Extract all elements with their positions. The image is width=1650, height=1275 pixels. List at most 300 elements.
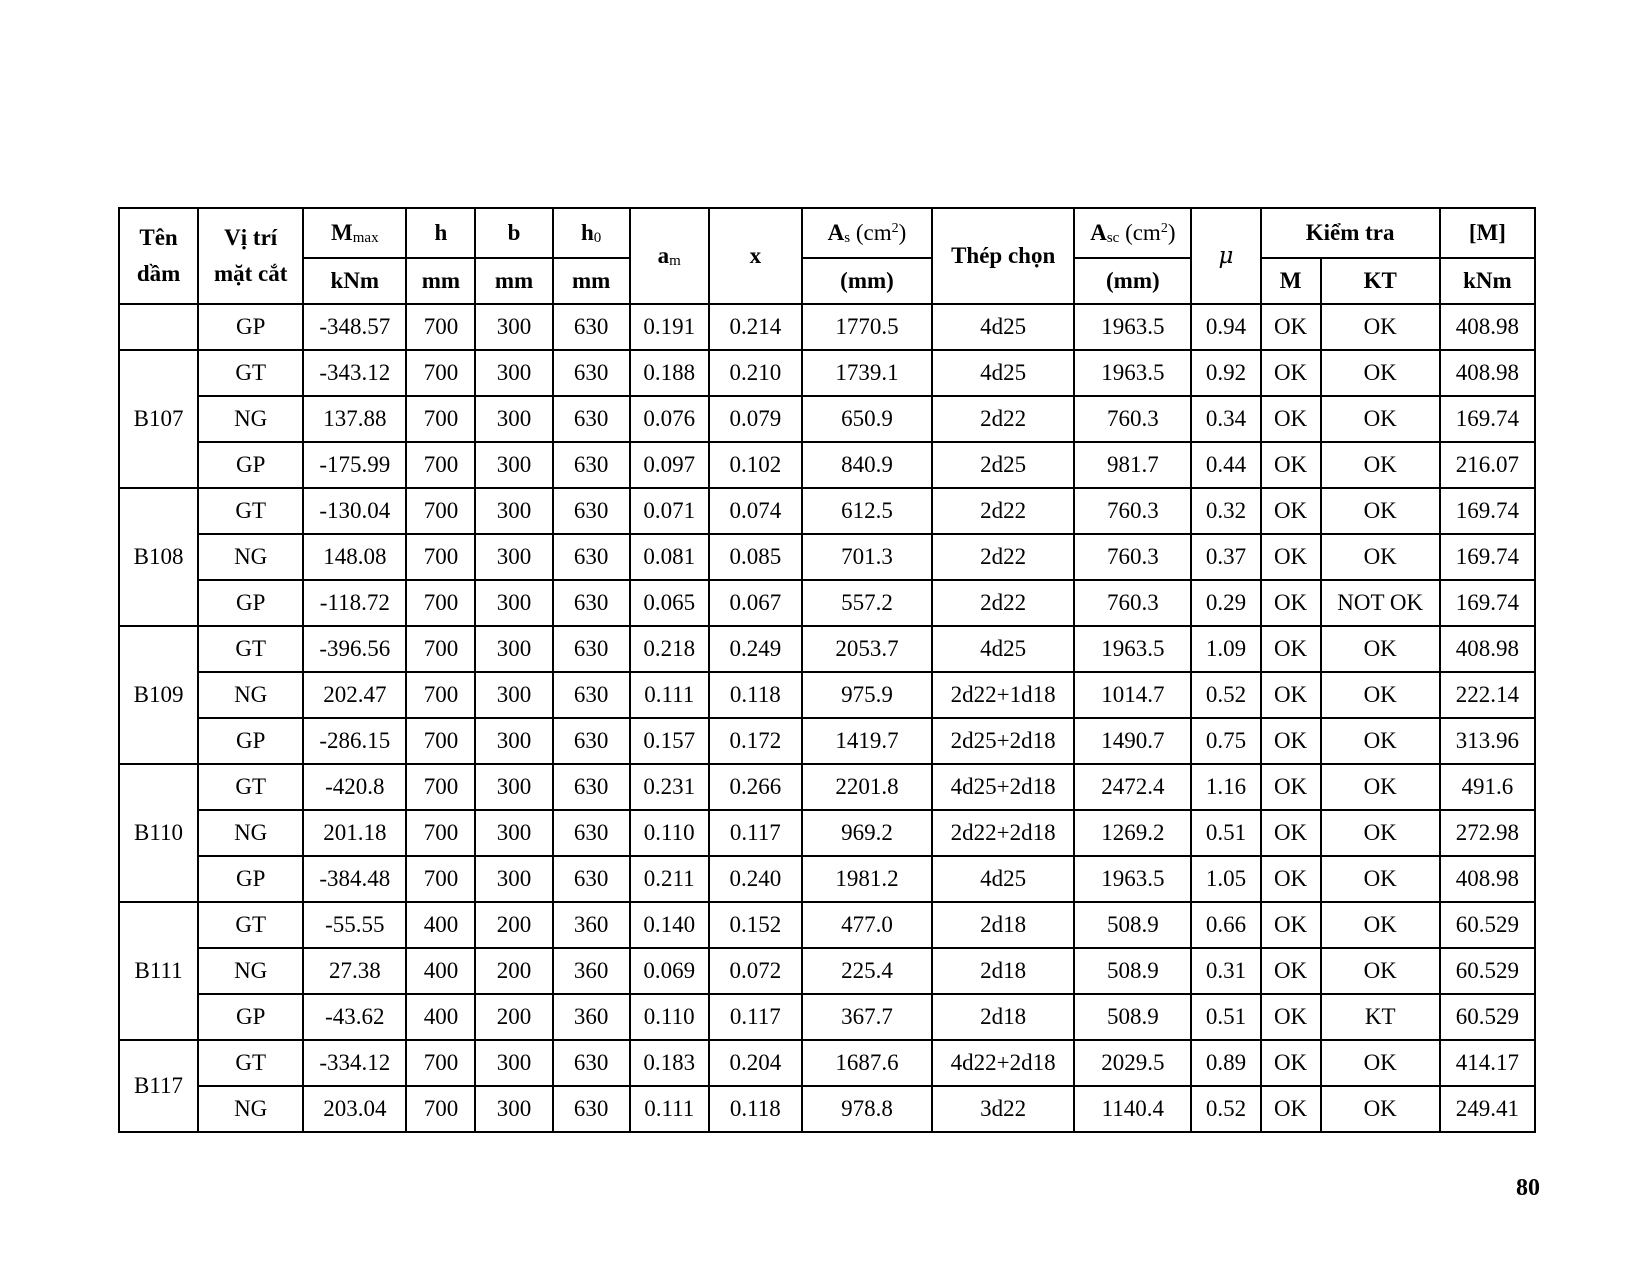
section-cell: GT [198, 1040, 303, 1086]
am-cell: 0.140 [630, 902, 709, 948]
x-cell: 0.118 [709, 1086, 802, 1132]
am-cell: 0.110 [630, 994, 709, 1040]
as-cell: 650.9 [802, 396, 932, 442]
asc-cell: 760.3 [1074, 488, 1191, 534]
steel-cell: 2d22 [932, 580, 1074, 626]
check-m-cell: OK [1261, 764, 1321, 810]
section-cell: NG [198, 948, 303, 994]
mmax-cell: -286.15 [303, 718, 406, 764]
m-allow-cell: 491.6 [1440, 764, 1535, 810]
header-check-kt: KT [1321, 258, 1440, 304]
table-row [119, 488, 1535, 534]
h-cell: 700 [406, 350, 475, 396]
table-row [119, 580, 1535, 626]
header-h-unit: mm [406, 258, 475, 304]
m-allow-cell: 169.74 [1440, 488, 1535, 534]
check-m-cell: OK [1261, 626, 1321, 672]
table-row [119, 304, 1535, 350]
header-beam-name: Tên dầm [119, 208, 198, 304]
x-cell: 0.079 [709, 396, 802, 442]
as-cell: 978.8 [802, 1086, 932, 1132]
steel-cell: 2d18 [932, 994, 1074, 1040]
x-cell: 0.249 [709, 626, 802, 672]
mmax-cell: 137.88 [303, 396, 406, 442]
asc-cell: 1963.5 [1074, 350, 1191, 396]
mmax-cell: -384.48 [303, 856, 406, 902]
check-m-cell: OK [1261, 304, 1321, 350]
b-cell: 300 [475, 1086, 552, 1132]
mu-cell: 1.16 [1191, 764, 1260, 810]
section-cell: NG [198, 1086, 303, 1132]
x-cell: 0.085 [709, 534, 802, 580]
as-cell: 975.9 [802, 672, 932, 718]
table-row [119, 396, 1535, 442]
table-row [119, 764, 1535, 810]
b-cell: 300 [475, 764, 552, 810]
section-cell: GT [198, 350, 303, 396]
mu-cell: 0.44 [1191, 442, 1260, 488]
x-cell: 0.214 [709, 304, 802, 350]
as-cell: 1687.6 [802, 1040, 932, 1086]
am-cell: 0.183 [630, 1040, 709, 1086]
am-cell: 0.065 [630, 580, 709, 626]
header-asc: $A_{sc}$ $(cm^2)$ [1074, 208, 1191, 258]
b-cell: 300 [475, 442, 552, 488]
h-cell: 700 [406, 718, 475, 764]
h0-cell: 630 [553, 350, 630, 396]
x-cell: 0.210 [709, 350, 802, 396]
mmax-cell: 203.04 [303, 1086, 406, 1132]
header-as: $A_s$ $(cm^2)$ [802, 208, 932, 258]
mu-cell: 1.05 [1191, 856, 1260, 902]
beam-name-cell: B111 [119, 902, 198, 1040]
h0-cell: 360 [553, 948, 630, 994]
check-kt-cell: OK [1321, 718, 1440, 764]
table-row [119, 1040, 1535, 1086]
table-row [119, 718, 1535, 764]
check-kt-cell: OK [1321, 350, 1440, 396]
h-cell: 700 [406, 626, 475, 672]
table-row [119, 810, 1535, 856]
h0-cell: 630 [553, 1086, 630, 1132]
h0-cell: 630 [553, 304, 630, 350]
h-cell: 700 [406, 534, 475, 580]
check-kt-cell: OK [1321, 948, 1440, 994]
am-cell: 0.097 [630, 442, 709, 488]
check-m-cell: OK [1261, 948, 1321, 994]
mu-cell: 0.51 [1191, 994, 1260, 1040]
h0-cell: 630 [553, 718, 630, 764]
header-am: $a_m$ [630, 208, 709, 304]
section-cell: GP [198, 718, 303, 764]
check-kt-cell: OK [1321, 304, 1440, 350]
mu-cell: 0.31 [1191, 948, 1260, 994]
m-allow-cell: 60.529 [1440, 994, 1535, 1040]
table-row [119, 994, 1535, 1040]
am-cell: 0.188 [630, 350, 709, 396]
table-row [119, 534, 1535, 580]
table-row [119, 902, 1535, 948]
m-allow-cell: 249.41 [1440, 1086, 1535, 1132]
mmax-cell: -343.12 [303, 350, 406, 396]
mmax-cell: -43.62 [303, 994, 406, 1040]
check-kt-cell: OK [1321, 672, 1440, 718]
section-cell: GP [198, 994, 303, 1040]
steel-cell: 4d25+2d18 [932, 764, 1074, 810]
am-cell: 0.191 [630, 304, 709, 350]
header-b: b [475, 208, 552, 258]
header-h: h [406, 208, 475, 258]
mmax-cell: 27.38 [303, 948, 406, 994]
header-asc-unit: (mm) [1074, 258, 1191, 304]
header-m-allow: [M] [1440, 208, 1535, 258]
check-kt-cell: OK [1321, 902, 1440, 948]
mmax-cell: -55.55 [303, 902, 406, 948]
check-kt-cell: OK [1321, 1086, 1440, 1132]
x-cell: 0.204 [709, 1040, 802, 1086]
header-as-unit: (mm) [802, 258, 932, 304]
steel-cell: 4d25 [932, 350, 1074, 396]
am-cell: 0.111 [630, 1086, 709, 1132]
steel-cell: 4d25 [932, 626, 1074, 672]
check-kt-cell: OK [1321, 810, 1440, 856]
check-kt-cell: KT [1321, 994, 1440, 1040]
am-cell: 0.111 [630, 672, 709, 718]
m-allow-cell: 169.74 [1440, 580, 1535, 626]
check-m-cell: OK [1261, 856, 1321, 902]
steel-cell: 2d22+1d18 [932, 672, 1074, 718]
x-cell: 0.067 [709, 580, 802, 626]
mu-cell: 0.34 [1191, 396, 1260, 442]
x-cell: 0.172 [709, 718, 802, 764]
h-cell: 400 [406, 948, 475, 994]
b-cell: 300 [475, 810, 552, 856]
b-cell: 300 [475, 672, 552, 718]
beam-name-cell [119, 304, 198, 350]
check-kt-cell: OK [1321, 856, 1440, 902]
m-allow-cell: 414.17 [1440, 1040, 1535, 1086]
x-cell: 0.118 [709, 672, 802, 718]
beam-name-cell: B108 [119, 488, 198, 626]
check-kt-cell: NOT OK [1321, 580, 1440, 626]
steel-cell: 2d25 [932, 442, 1074, 488]
header-x: x [709, 208, 802, 304]
am-cell: 0.069 [630, 948, 709, 994]
check-kt-cell: OK [1321, 396, 1440, 442]
am-cell: 0.231 [630, 764, 709, 810]
as-cell: 367.7 [802, 994, 932, 1040]
page-number: 80 [1516, 1175, 1540, 1201]
mmax-cell: -175.99 [303, 442, 406, 488]
b-cell: 200 [475, 994, 552, 1040]
beam-name-cell: B117 [119, 1040, 198, 1132]
section-cell: GP [198, 580, 303, 626]
as-cell: 557.2 [802, 580, 932, 626]
section-cell: GT [198, 764, 303, 810]
h-cell: 700 [406, 442, 475, 488]
beam-design-table [118, 207, 1536, 1133]
h0-cell: 630 [553, 442, 630, 488]
asc-cell: 1963.5 [1074, 856, 1191, 902]
section-cell: GT [198, 488, 303, 534]
check-kt-cell: OK [1321, 626, 1440, 672]
table-row [119, 948, 1535, 994]
check-m-cell: OK [1261, 718, 1321, 764]
check-kt-cell: OK [1321, 442, 1440, 488]
h0-cell: 630 [553, 488, 630, 534]
b-cell: 300 [475, 350, 552, 396]
m-allow-cell: 408.98 [1440, 626, 1535, 672]
check-m-cell: OK [1261, 1086, 1321, 1132]
m-allow-cell: 216.07 [1440, 442, 1535, 488]
am-cell: 0.071 [630, 488, 709, 534]
m-allow-cell: 169.74 [1440, 534, 1535, 580]
b-cell: 300 [475, 580, 552, 626]
h-cell: 700 [406, 672, 475, 718]
table-row [119, 626, 1535, 672]
as-cell: 2201.8 [802, 764, 932, 810]
h-cell: 700 [406, 1040, 475, 1086]
as-cell: 612.5 [802, 488, 932, 534]
mmax-cell: -396.56 [303, 626, 406, 672]
header-h0-unit: mm [553, 258, 630, 304]
mmax-cell: -348.57 [303, 304, 406, 350]
table-row [119, 442, 1535, 488]
mu-cell: 0.29 [1191, 580, 1260, 626]
section-cell: GT [198, 902, 303, 948]
h-cell: 700 [406, 488, 475, 534]
m-allow-cell: 272.98 [1440, 810, 1535, 856]
b-cell: 300 [475, 534, 552, 580]
mmax-cell: 148.08 [303, 534, 406, 580]
asc-cell: 760.3 [1074, 580, 1191, 626]
x-cell: 0.240 [709, 856, 802, 902]
as-cell: 701.3 [802, 534, 932, 580]
mu-cell: 0.94 [1191, 304, 1260, 350]
as-cell: 477.0 [802, 902, 932, 948]
x-cell: 0.072 [709, 948, 802, 994]
check-kt-cell: OK [1321, 764, 1440, 810]
b-cell: 200 [475, 948, 552, 994]
header-mmax: $M_{max}$ [303, 208, 406, 258]
am-cell: 0.110 [630, 810, 709, 856]
table-row [119, 672, 1535, 718]
mu-cell: 0.52 [1191, 1086, 1260, 1132]
as-cell: 969.2 [802, 810, 932, 856]
h0-cell: 360 [553, 902, 630, 948]
header-m-allow-unit: kNm [1440, 258, 1535, 304]
check-m-cell: OK [1261, 810, 1321, 856]
m-allow-cell: 408.98 [1440, 304, 1535, 350]
steel-cell: 2d18 [932, 948, 1074, 994]
h-cell: 700 [406, 1086, 475, 1132]
b-cell: 300 [475, 718, 552, 764]
section-cell: NG [198, 672, 303, 718]
check-kt-cell: OK [1321, 488, 1440, 534]
m-allow-cell: 408.98 [1440, 856, 1535, 902]
h-cell: 700 [406, 304, 475, 350]
check-m-cell: OK [1261, 488, 1321, 534]
h0-cell: 630 [553, 1040, 630, 1086]
h0-cell: 630 [553, 764, 630, 810]
am-cell: 0.081 [630, 534, 709, 580]
h-cell: 700 [406, 856, 475, 902]
steel-cell: 2d22 [932, 534, 1074, 580]
asc-cell: 1269.2 [1074, 810, 1191, 856]
am-cell: 0.218 [630, 626, 709, 672]
header-section-position: Vị trí mặt cắt [198, 208, 303, 304]
b-cell: 300 [475, 1040, 552, 1086]
am-cell: 0.157 [630, 718, 709, 764]
section-cell: GT [198, 626, 303, 672]
mu-cell: 0.89 [1191, 1040, 1260, 1086]
section-cell: GP [198, 856, 303, 902]
mmax-cell: -420.8 [303, 764, 406, 810]
table-row [119, 350, 1535, 396]
section-cell: GP [198, 442, 303, 488]
mu-cell: 0.92 [1191, 350, 1260, 396]
section-cell: GP [198, 304, 303, 350]
table-body [119, 304, 1535, 1132]
am-cell: 0.076 [630, 396, 709, 442]
h-cell: 400 [406, 994, 475, 1040]
mu-cell: 0.51 [1191, 810, 1260, 856]
steel-cell: 4d25 [932, 304, 1074, 350]
check-m-cell: OK [1261, 442, 1321, 488]
steel-cell: 2d25+2d18 [932, 718, 1074, 764]
steel-cell: 4d22+2d18 [932, 1040, 1074, 1086]
check-m-cell: OK [1261, 994, 1321, 1040]
steel-cell: 3d22 [932, 1086, 1074, 1132]
as-cell: 2053.7 [802, 626, 932, 672]
mmax-cell: 202.47 [303, 672, 406, 718]
asc-cell: 1963.5 [1074, 304, 1191, 350]
as-cell: 840.9 [802, 442, 932, 488]
mu-cell: 0.66 [1191, 902, 1260, 948]
asc-cell: 1014.7 [1074, 672, 1191, 718]
check-m-cell: OK [1261, 580, 1321, 626]
as-cell: 1770.5 [802, 304, 932, 350]
steel-cell: 2d18 [932, 902, 1074, 948]
mu-cell: 0.75 [1191, 718, 1260, 764]
header-check: Kiểm tra [1261, 208, 1440, 258]
b-cell: 300 [475, 396, 552, 442]
h-cell: 400 [406, 902, 475, 948]
header-b-unit: mm [475, 258, 552, 304]
mu-cell: 0.52 [1191, 672, 1260, 718]
header-mmax-unit: kNm [303, 258, 406, 304]
table-row [119, 856, 1535, 902]
h0-cell: 630 [553, 534, 630, 580]
m-allow-cell: 313.96 [1440, 718, 1535, 764]
h0-cell: 630 [553, 856, 630, 902]
asc-cell: 508.9 [1074, 948, 1191, 994]
mmax-cell: -118.72 [303, 580, 406, 626]
h-cell: 700 [406, 764, 475, 810]
m-allow-cell: 408.98 [1440, 350, 1535, 396]
asc-cell: 760.3 [1074, 396, 1191, 442]
x-cell: 0.102 [709, 442, 802, 488]
check-m-cell: OK [1261, 902, 1321, 948]
mmax-cell: -334.12 [303, 1040, 406, 1086]
check-m-cell: OK [1261, 396, 1321, 442]
as-cell: 1981.2 [802, 856, 932, 902]
m-allow-cell: 60.529 [1440, 948, 1535, 994]
x-cell: 0.074 [709, 488, 802, 534]
b-cell: 300 [475, 488, 552, 534]
header-h0: $h_0$ [553, 208, 630, 258]
h-cell: 700 [406, 580, 475, 626]
as-cell: 225.4 [802, 948, 932, 994]
asc-cell: 1140.4 [1074, 1086, 1191, 1132]
check-m-cell: OK [1261, 672, 1321, 718]
as-cell: 1419.7 [802, 718, 932, 764]
asc-cell: 2472.4 [1074, 764, 1191, 810]
asc-cell: 1490.7 [1074, 718, 1191, 764]
h0-cell: 360 [553, 994, 630, 1040]
steel-cell: 2d22 [932, 396, 1074, 442]
asc-cell: 760.3 [1074, 534, 1191, 580]
b-cell: 200 [475, 902, 552, 948]
h0-cell: 630 [553, 626, 630, 672]
check-m-cell: OK [1261, 1040, 1321, 1086]
h0-cell: 630 [553, 580, 630, 626]
m-allow-cell: 60.529 [1440, 902, 1535, 948]
steel-cell: 2d22 [932, 488, 1074, 534]
section-cell: NG [198, 396, 303, 442]
b-cell: 300 [475, 626, 552, 672]
x-cell: 0.152 [709, 902, 802, 948]
h0-cell: 630 [553, 396, 630, 442]
asc-cell: 1963.5 [1074, 626, 1191, 672]
h-cell: 700 [406, 810, 475, 856]
mu-cell: 0.32 [1191, 488, 1260, 534]
m-allow-cell: 169.74 [1440, 396, 1535, 442]
x-cell: 0.266 [709, 764, 802, 810]
x-cell: 0.117 [709, 994, 802, 1040]
check-kt-cell: OK [1321, 1040, 1440, 1086]
mu-cell: 1.09 [1191, 626, 1260, 672]
h0-cell: 630 [553, 810, 630, 856]
table-row [119, 1086, 1535, 1132]
asc-cell: 508.9 [1074, 902, 1191, 948]
m-allow-cell: 222.14 [1440, 672, 1535, 718]
header-steel-chosen: Thép chọn [932, 208, 1074, 304]
section-cell: NG [198, 534, 303, 580]
am-cell: 0.211 [630, 856, 709, 902]
h-cell: 700 [406, 396, 475, 442]
asc-cell: 981.7 [1074, 442, 1191, 488]
check-m-cell: OK [1261, 534, 1321, 580]
steel-cell: 4d25 [932, 856, 1074, 902]
beam-name-cell: B107 [119, 350, 198, 488]
mmax-cell: 201.18 [303, 810, 406, 856]
mmax-cell: -130.04 [303, 488, 406, 534]
b-cell: 300 [475, 304, 552, 350]
header-check-m: M [1261, 258, 1321, 304]
x-cell: 0.117 [709, 810, 802, 856]
b-cell: 300 [475, 856, 552, 902]
check-m-cell: OK [1261, 350, 1321, 396]
steel-cell: 2d22+2d18 [932, 810, 1074, 856]
section-cell: NG [198, 810, 303, 856]
as-cell: 1739.1 [802, 350, 932, 396]
check-kt-cell: OK [1321, 534, 1440, 580]
header-mu: μ [1191, 208, 1260, 304]
mu-cell: 0.37 [1191, 534, 1260, 580]
beam-name-cell: B110 [119, 764, 198, 902]
asc-cell: 508.9 [1074, 994, 1191, 1040]
